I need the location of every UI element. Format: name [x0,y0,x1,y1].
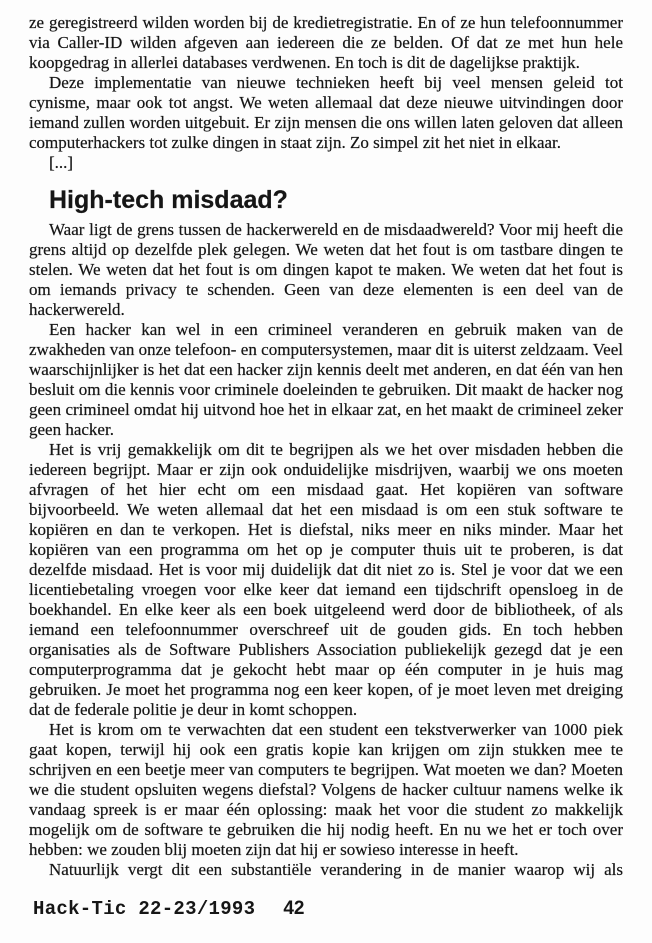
body-paragraph: Een hacker kan wel in een crimineel veranderen en gebruik maken van de zwakheden van onze telefoon- en computersystemen, maar dit is uiterst zeldzaam. Veel waarschijnlijker is het dat een hacker zijn kennis deelt met anderen, en dat één van hen besluit om die kennis voor criminele doeleinden te gebruiken. Dit maakt de hacker nog geen crimineel omdat hij uitvond hoe het in elkaar zat, en het maakt de crimineel zeker geen hacker. [29,320,623,439]
body-paragraph: Deze implementatie van nieuwe technieken heeft bij veel mensen geleid tot cynisme, maar ook tot angst. We weten allemaal dat deze nieuwe uitvindingen door iemand zullen worden uitgebuit. Er zijn mensen die ons willen laten geloven dat alleen computerhackers tot zulke dingen in staat zijn. Zo simpel zit het niet in elkaar. [29,73,623,152]
body-paragraph: Het is vrij gemakkelijk om dit te begrijpen als we het over misdaden hebben die iedereen begrijpt. Maar er zijn ook onduidelijke misdrijven, waarbij we ons moeten afvragen of het hier echt om een misdaad gaat. Het kopiëren van software bijvoorbeeld. We weten allemaal dat het een misdaad is om een stuk software te kopiëren en dan te verkopen. Het is diefstal, niks meer en niks minder. Maar het kopiëren van een programma om het op je computer thuis uit te proberen, is dat dezelfde misdaad. Het is voor mij duidelijk dat dit niet zo is. Stel je voor dat we een licentiebetaling vroegen voor elke keer dat iemand een tijdschrift opensloeg in de boekhandel. En elke keer als een boek uitgeleend werd door de bibliotheek, of als iemand een telefoonnummer overschreef uit de gouden gids. En toch hebben organisaties als de Software Publishers Association publiekelijk gezegd dat je een computerprogramma dat je gekocht hebt maar op één computer in je huis mag gebruiken. Je moet het programma nog een keer kopen, of je moet leven met dreiging dat de federale politie je deur in komt schoppen. [29,440,623,719]
body-paragraph: Waar ligt de grens tussen de hackerwereld en de misdaadwereld? Voor mij heeft die grens altijd op dezelfde plek gelegen. We weten dat het fout is om tastbare dingen te stelen. We weten dat het fout is om dingen kapot te maken. We weten dat het fout is om iemands privacy te schenden. Geen van deze elementen is een deel van de hackerwereld. [29,220,623,319]
page-footer [33,898,627,920]
section-heading: High-tech misdaad? [49,186,288,214]
page-number: 42 [283,898,305,919]
elision-marker: [...] [49,153,74,172]
body-paragraph: Natuurlijk vergt dit een substantiële verandering in de manier waarop wij als [49,860,623,879]
document-body [29,13,623,880]
journal-title: Hack-Tic 22-23/1993 [33,898,256,920]
body-paragraph: Het is krom om te verwachten dat een student een tekstverwerker van 1000 piek gaat kopen, terwijl hij ook een gratis kopie kan krijgen om zijn stukken mee te schrijven en een beetje meer van computers te begrijpen. Wat moeten we dan? Moeten we die student opsluiten wegens diefstal? Volgens de hacker cultuur namens welke ik vandaag spreek is er maar één oplossing: maak het voor die student zo makkelijk mogelijk om de software te gebruiken die hij nodig heeft. En nu we het er toch over hebben: we zouden blij moeten zijn dat hij er sowieso interesse in heeft. [29,720,623,859]
body-paragraph: ze geregistreerd wilden worden bij de kredietregistratie. En of ze hun telefoonnummer via Caller-ID wilden afgeven aan iedereen die ze belden. Of dat ze met hun hele koopgedrag in allerlei databases verdwenen. En toch is dit de dagelijkse praktijk. [29,13,623,72]
